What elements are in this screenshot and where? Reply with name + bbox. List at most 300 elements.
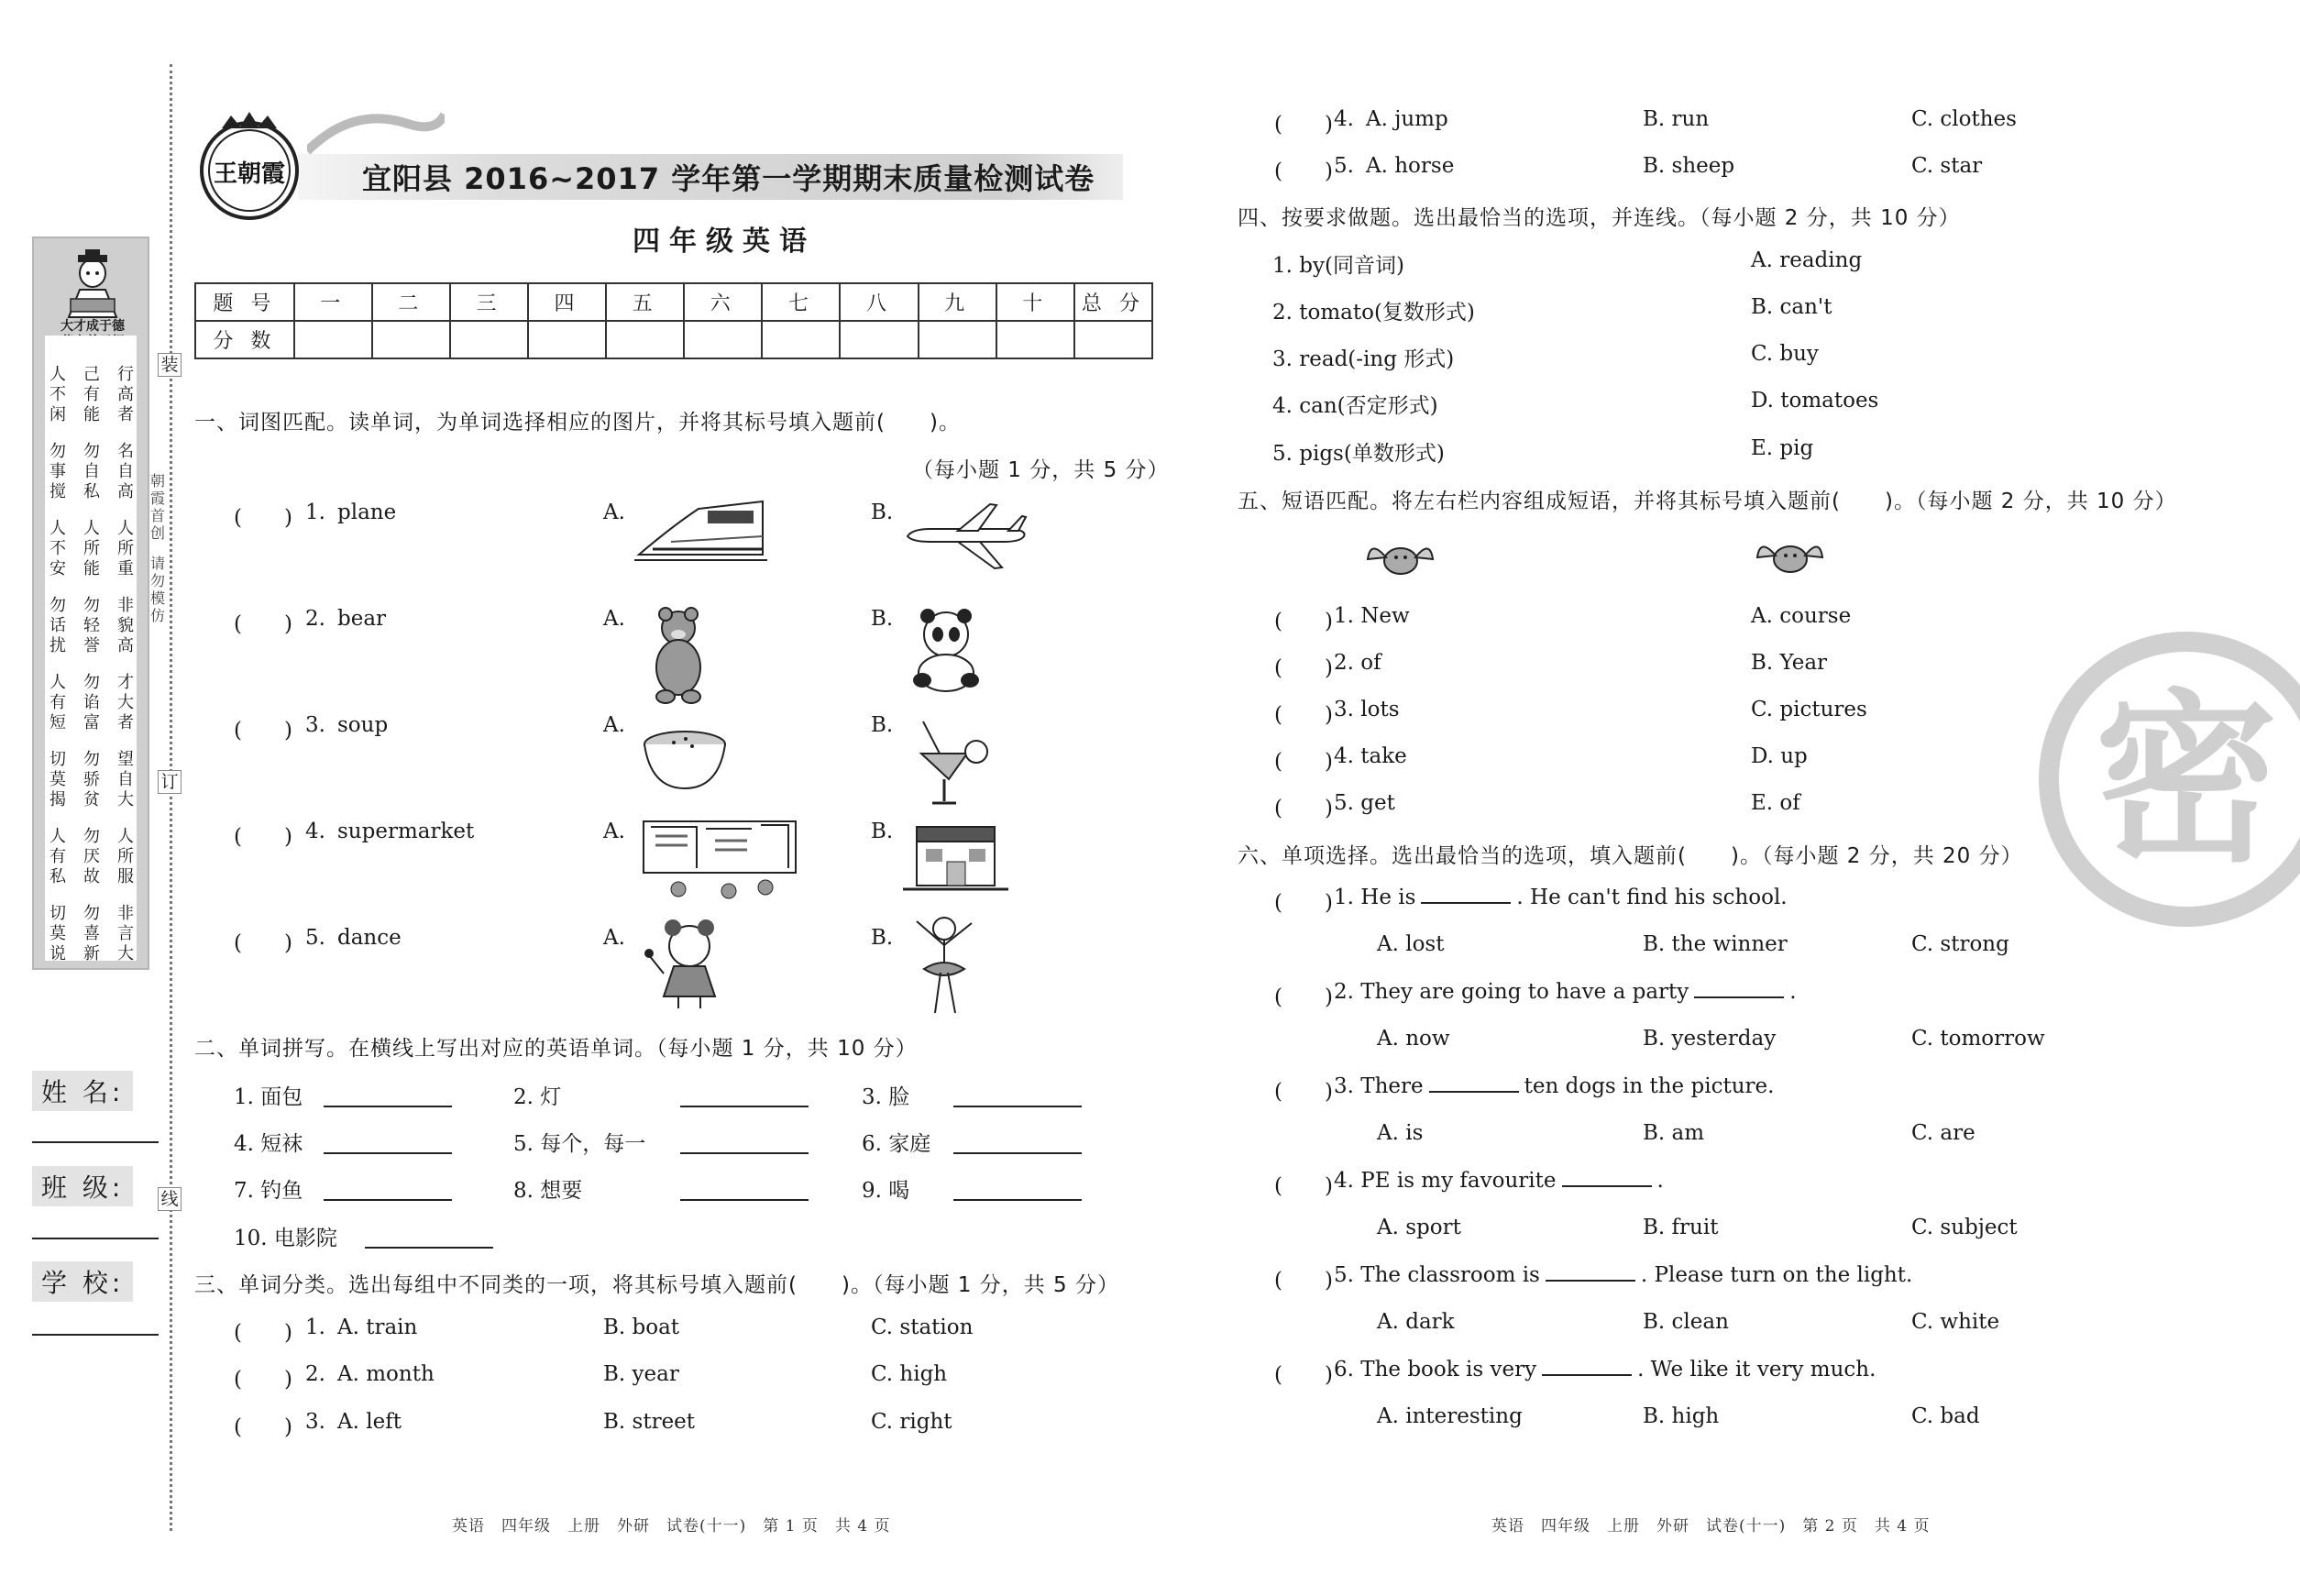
question-stem-end: . He can't find his school. [1516,886,1788,909]
option-b-label: B. [871,713,894,737]
exam-title: 宜阳县 2016~2017 学年第一学期期末质量检测试卷 [362,161,1095,196]
option-a: A. month [337,1362,435,1386]
motto-char: 切 [50,904,66,923]
question-number: 3. [305,1410,325,1434]
answer-parens[interactable]: ( ) [1274,160,1333,183]
phrase-left-item: 1. New [1334,604,1410,628]
motto-column [112,750,139,810]
option-a[interactable]: A. sport [1377,1216,1461,1239]
motto-char: 大 [117,944,134,963]
spelling-answer-line[interactable] [324,1152,452,1154]
score-header-cell: 八 [840,283,918,321]
spelling-answer-line[interactable] [365,1247,493,1249]
option-b: B. run [1643,107,1710,131]
spelling-prompt: 9. 喝 [862,1179,910,1203]
motto-column [78,750,105,810]
match-right-item[interactable]: B. can't [1751,295,1832,319]
option-b[interactable]: B. fruit [1643,1216,1719,1239]
motto-column [78,673,105,733]
score-header-cell: 六 [684,283,762,321]
motto-char: 所 [117,539,134,558]
match-left-item[interactable]: 1. by(同音词) [1272,254,1404,278]
option-a[interactable]: A. is [1377,1121,1424,1145]
section5-title: 五、短语匹配。将左右栏内容组成短语，并将其标号填入题前( )。（每小题 2 分，共 10 分） [1238,490,2177,513]
question-number: 4. [305,820,325,843]
answer-parens[interactable]: ( ) [1274,703,1333,727]
score-input-cell[interactable] [294,321,372,358]
motto-column [44,827,72,887]
motto-columns [44,365,139,981]
motto-column [112,673,139,733]
motto-char: 新 [83,944,100,963]
score-input-cell[interactable] [450,321,528,358]
question-stem-start: 5. The classroom is [1334,1263,1540,1287]
answer-parens[interactable]: ( ) [1274,797,1333,820]
spelling-answer-line[interactable] [680,1152,809,1154]
match-left-item[interactable]: 2. tomato(复数形式) [1272,301,1475,325]
supermarket-icon [903,825,1008,894]
motto-group [44,365,139,425]
class-label: 班 级: [32,1166,133,1206]
motto-char: 勿 [83,904,100,923]
section3-title: 三、单词分类。选出每组中不同类的一项，将其标号填入题前( )。（每小题 1 分，共 5 分） [194,1273,1119,1297]
motto-char: 者 [117,405,134,424]
motto-char: 才 [117,673,134,692]
motto-char: 人 [50,673,66,692]
match-right-item[interactable]: C. buy [1751,342,1819,366]
motto-char: 自 [83,462,100,481]
motto-char: 切 [50,750,66,769]
svg-text:密: 密 [2094,674,2279,887]
motto-column [78,596,105,656]
ribbon-decoration-icon [307,96,445,160]
question-word: bear [337,607,387,631]
option-a-label: A. [603,820,625,843]
motto-char: 厌 [83,847,100,866]
motto-char: 人 [83,519,100,538]
phrase-left-item: 3. lots [1334,698,1400,721]
answer-blank[interactable] [1542,1372,1632,1376]
exam-subtitle: 四年级英语 [633,226,816,258]
answer-parens[interactable]: ( ) [234,506,292,530]
motto-char: 富 [83,713,100,732]
question-number: 1. [305,501,325,524]
motto-char: 莫 [50,924,66,943]
train-icon [634,490,767,564]
spelling-answer-line[interactable] [680,1106,809,1107]
question-word: dance [337,926,402,950]
motto-char: 喜 [83,924,100,943]
motto-char: 骄 [83,770,100,789]
answer-parens[interactable]: ( ) [1274,891,1333,915]
answer-parens[interactable]: ( ) [1274,113,1333,137]
answer-parens[interactable]: ( ) [1274,1080,1333,1104]
motto-char: 有 [50,847,66,866]
name-label: 姓 名: [32,1071,133,1111]
option-b[interactable]: B. high [1643,1404,1720,1428]
score-input-cell[interactable] [762,321,840,358]
motto-group [44,673,139,733]
motto-char: 貌 [117,616,134,635]
motto-char: 非 [117,904,134,923]
bear-icon [642,605,715,706]
motto-char: 勿 [83,442,100,461]
motto-char: 重 [117,559,134,578]
answer-parens[interactable]: ( ) [234,612,292,636]
option-b-label: B. [871,607,894,631]
motto-column [44,519,72,579]
answer-parens[interactable]: ( ) [234,931,292,955]
motto-char: 己 [83,365,100,384]
option-c[interactable]: C. bad [1911,1404,1980,1428]
score-header-cell: 五 [606,283,684,321]
motto-column [112,827,139,887]
motto-char: 莫 [50,770,66,789]
option-b: B. boat [603,1315,680,1339]
option-a[interactable]: A. dark [1377,1310,1455,1334]
match-left-item[interactable]: 3. read(-ing 形式) [1272,347,1455,371]
question-word: soup [337,713,389,737]
section2-title: 二、单词拼写。在横线上写出对应的英语单词。（每小题 1 分，共 10 分） [194,1037,918,1061]
answer-blank[interactable] [1562,1183,1652,1187]
section4-title: 四、按要求做题。选出最恰当的选项，并连线。（每小题 2 分，共 10 分） [1238,206,1961,230]
option-a[interactable]: A. lost [1377,932,1445,956]
score-input-cell[interactable] [372,321,450,358]
phrase-right-item: B. Year [1751,651,1828,675]
motto-column [44,673,72,733]
motto-group [44,750,139,810]
motto-char: 大 [117,790,134,809]
question-stem [1334,886,1788,909]
score-input-cell[interactable] [606,321,684,358]
motto-column [112,904,139,964]
motto-column [78,827,105,887]
motto-char: 人 [50,519,66,538]
spelling-prompt: 8. 想要 [513,1179,583,1203]
motto-char: 高 [117,385,134,404]
motto-char: 自 [117,462,134,481]
question-word: plane [337,501,397,524]
motto-char: 私 [83,482,100,501]
motto-char: 不 [50,539,66,558]
spelling-prompt: 1. 面包 [234,1085,303,1109]
score-row-label: 分 数 [195,321,294,358]
motto-char: 所 [83,539,100,558]
section1-title: 一、词图匹配。读单词，为单词选择相应的图片，并将其标号填入题前( )。 [194,411,961,435]
phrase-left-item: 4. take [1334,744,1407,768]
motto-column [44,365,72,425]
soup-icon [642,724,729,793]
motto-char: 揭 [50,790,66,809]
cut-label-3: 线 [158,1187,182,1211]
footer-page-1: 英语 四年级 上册 外研 试卷(十一) 第 1 页 共 4 页 [452,1517,891,1535]
answer-parens[interactable]: ( ) [1274,985,1333,1009]
score-header-cell: 题 号 [195,283,294,321]
option-b: B. year [603,1362,679,1386]
spelling-prompt: 3. 脸 [862,1085,910,1109]
score-input-cell[interactable] [996,321,1074,358]
motto-char: 安 [50,559,66,578]
motto-char: 行 [117,365,134,384]
singer-icon [642,919,738,1010]
section6-title: 六、单项选择。选出最恰当的选项，填入题前( )。（每小题 2 分，共 20 分） [1238,844,2023,868]
option-c[interactable]: C. subject [1911,1216,2018,1239]
motto-char: 人 [117,827,134,846]
school-label: 学 校: [32,1261,133,1302]
question-stem-end: . [1656,1169,1664,1193]
question-stem-start: 3. There [1334,1074,1424,1098]
spelling-answer-line[interactable] [953,1106,1082,1107]
phrase-right-item: C. pictures [1751,698,1867,721]
score-header-cell: 一 [294,283,372,321]
spelling-answer-line[interactable] [324,1199,452,1201]
answer-blank[interactable] [1421,900,1511,904]
motto-char: 私 [50,867,66,886]
answer-parens[interactable]: ( ) [1274,610,1333,633]
bird-icon-left [1366,532,1435,582]
question-stem [1334,1169,1664,1193]
option-b[interactable]: B. clean [1643,1310,1729,1334]
option-b-label: B. [871,820,894,843]
answer-parens[interactable]: ( ) [234,1368,292,1392]
motto-title: 大才成于德 [61,319,125,334]
answer-parens[interactable]: ( ) [234,719,292,743]
plane-icon [903,500,1031,573]
spelling-answer-line[interactable] [680,1199,809,1201]
motto-char: 话 [50,616,66,635]
motto-char: 勿 [50,442,66,461]
motto-column [44,442,72,502]
svg-text:王朝霞: 王朝霞 [213,160,286,188]
option-b[interactable]: B. yesterday [1643,1027,1777,1051]
scholar-icon [61,246,124,319]
motto-char: 所 [117,847,134,866]
motto-column [78,365,105,425]
option-c[interactable]: C. white [1911,1310,2000,1334]
option-b[interactable]: B. am [1643,1121,1705,1145]
score-header-cell: 四 [528,283,606,321]
motto-column [78,519,105,579]
secret-stamp-icon [2035,628,2300,930]
answer-parens[interactable]: ( ) [1274,750,1333,774]
motto-char: 名 [117,442,134,461]
match-left-item[interactable]: 4. can(否定形式) [1272,394,1438,418]
motto-char: 自 [117,770,134,789]
motto-char: 勿 [83,827,100,846]
option-c: C. star [1911,154,1983,178]
answer-parens[interactable]: ( ) [234,825,292,849]
motto-column [112,442,139,502]
match-left-item[interactable]: 5. pigs(单数形式) [1272,442,1445,466]
motto-group [44,904,139,964]
motto-char: 有 [83,385,100,404]
dancer-icon [908,912,981,1018]
answer-parens[interactable]: ( ) [1274,1174,1333,1198]
motto-column [44,904,72,964]
score-header-cell: 七 [762,283,840,321]
motto-char: 事 [50,462,66,481]
motto-char: 服 [117,867,134,886]
spelling-prompt: 7. 钓鱼 [234,1179,303,1203]
match-right-item[interactable]: A. reading [1751,248,1863,272]
option-c: C. right [871,1410,952,1434]
answer-blank[interactable] [1429,1089,1519,1093]
motto-column [44,750,72,810]
motto-char: 人 [117,519,134,538]
option-c: C. clothes [1911,107,2017,131]
cut-label-2: 订 [158,770,182,794]
school-field[interactable] [32,1334,159,1336]
motto-char: 言 [117,924,134,943]
option-b: B. sheep [1643,154,1735,178]
question-number: 5. [1334,154,1354,178]
motto-char: 搅 [50,482,66,501]
question-stem [1334,1358,1876,1381]
answer-parens[interactable]: ( ) [1274,656,1333,680]
score-input-cell[interactable] [528,321,606,358]
motto-char: 闲 [50,405,66,424]
motto-char: 不 [50,385,66,404]
spelling-answer-line[interactable] [324,1106,452,1107]
spelling-prompt: 5. 每个，每一 [513,1132,646,1156]
motto-group [44,519,139,579]
question-stem-end: . Please turn on the light. [1640,1263,1913,1287]
street-icon [642,818,798,902]
spelling-prompt: 4. 短袜 [234,1132,303,1156]
answer-parens[interactable]: ( ) [234,1321,292,1345]
bird-icon-right [1755,530,1824,580]
option-a[interactable]: A. interesting [1377,1404,1523,1428]
motto-char: 者 [117,713,134,732]
motto-column [44,596,72,656]
motto-column [78,904,105,964]
option-c: C. high [871,1362,948,1386]
section1-score: （每小题 1 分，共 5 分） [912,458,1170,482]
phrase-right-item: A. course [1751,604,1852,628]
motto-char: 人 [50,365,66,384]
score-header-cell: 总 分 [1074,283,1152,321]
motto-char: 勿 [83,673,100,692]
spelling-answer-line[interactable] [953,1199,1082,1201]
answer-blank[interactable] [1546,1278,1635,1282]
motto-char: 人 [50,827,66,846]
option-c[interactable]: C. are [1911,1121,1975,1145]
motto-char: 故 [83,867,100,886]
option-b[interactable]: B. the winner [1643,932,1788,956]
spelling-prompt: 10. 电影院 [234,1227,337,1250]
motto-column [112,596,139,656]
motto-char: 贫 [83,790,100,809]
panda-icon [908,607,985,694]
score-input-cell[interactable] [1074,321,1152,358]
option-c[interactable]: C. tomorrow [1911,1027,2045,1051]
question-word: supermarket [337,820,475,843]
match-right-item[interactable]: E. pig [1751,436,1814,460]
question-stem-start: 2. They are going to have a party [1334,980,1689,1004]
question-number: 2. [305,607,325,631]
motto-char: 能 [83,559,100,578]
question-stem-end: . [1789,980,1797,1004]
answer-parens[interactable]: ( ) [1274,1363,1333,1387]
motto-char: 有 [50,693,66,712]
score-header-cell: 二 [372,283,450,321]
option-c[interactable]: C. strong [1911,932,2009,956]
question-stem [1334,1263,1912,1287]
score-input-cell[interactable] [919,321,996,358]
motto-column [112,365,139,425]
drink-icon [912,717,995,809]
phrase-right-item: D. up [1751,744,1808,768]
motto-group [44,596,139,656]
motto-char: 能 [83,405,100,424]
question-number: 4. [1334,107,1354,131]
option-a: A. horse [1366,154,1455,178]
publisher-logo-icon [193,108,307,223]
question-number: 1. [305,1315,325,1339]
motto-column [112,519,139,579]
question-stem-end: . We like it very much. [1637,1358,1876,1381]
answer-parens[interactable]: ( ) [1274,1269,1333,1293]
option-b: B. street [603,1410,696,1434]
option-a-label: A. [603,501,625,524]
question-stem [1334,980,1797,1004]
score-table [194,282,1153,359]
motto-column [78,442,105,502]
class-field[interactable] [32,1238,159,1239]
motto-char: 轻 [83,616,100,635]
answer-parens[interactable]: ( ) [234,1415,292,1439]
question-stem [1334,1074,1774,1098]
question-number: 3. [305,713,325,737]
motto-char: 高 [117,636,134,655]
spelling-answer-line[interactable] [953,1152,1082,1154]
option-a-label: A. [603,713,625,737]
match-right-item[interactable]: D. tomatoes [1751,389,1879,413]
name-field[interactable] [32,1141,159,1143]
answer-blank[interactable] [1694,995,1784,998]
motto-char: 望 [117,750,134,769]
score-header-cell: 十 [996,283,1074,321]
question-number: 2. [305,1362,325,1386]
score-input-cell[interactable] [684,321,762,358]
question-stem-end: ten dogs in the picture. [1524,1074,1775,1098]
score-header-cell: 九 [919,283,996,321]
motto-char: 谄 [83,693,100,712]
score-input-cell[interactable] [840,321,918,358]
motto-char: 扰 [50,636,66,655]
motto-group [44,442,139,502]
question-stem-start: 1. He is [1334,886,1416,909]
question-stem-start: 4. PE is my favourite [1334,1169,1557,1193]
footer-page-2: 英语 四年级 上册 外研 试卷(十一) 第 2 页 共 4 页 [1491,1517,1931,1535]
option-a: A. left [337,1410,402,1434]
score-header-cell: 三 [450,283,528,321]
motto-char: 大 [117,693,134,712]
spelling-prompt: 2. 灯 [513,1085,562,1109]
motto-char: 勿 [83,750,100,769]
question-stem-start: 6. The book is very [1334,1358,1537,1381]
option-a-label: A. [603,607,625,631]
motto-char: 短 [50,713,66,732]
question-number: 5. [305,926,325,950]
option-b-label: B. [871,926,894,950]
option-a-label: A. [603,926,625,950]
phrase-right-item: E. of [1751,791,1800,815]
motto-char: 勿 [50,596,66,615]
motto-group [44,827,139,887]
spelling-prompt: 6. 家庭 [862,1132,931,1156]
option-a[interactable]: A. now [1377,1027,1450,1051]
